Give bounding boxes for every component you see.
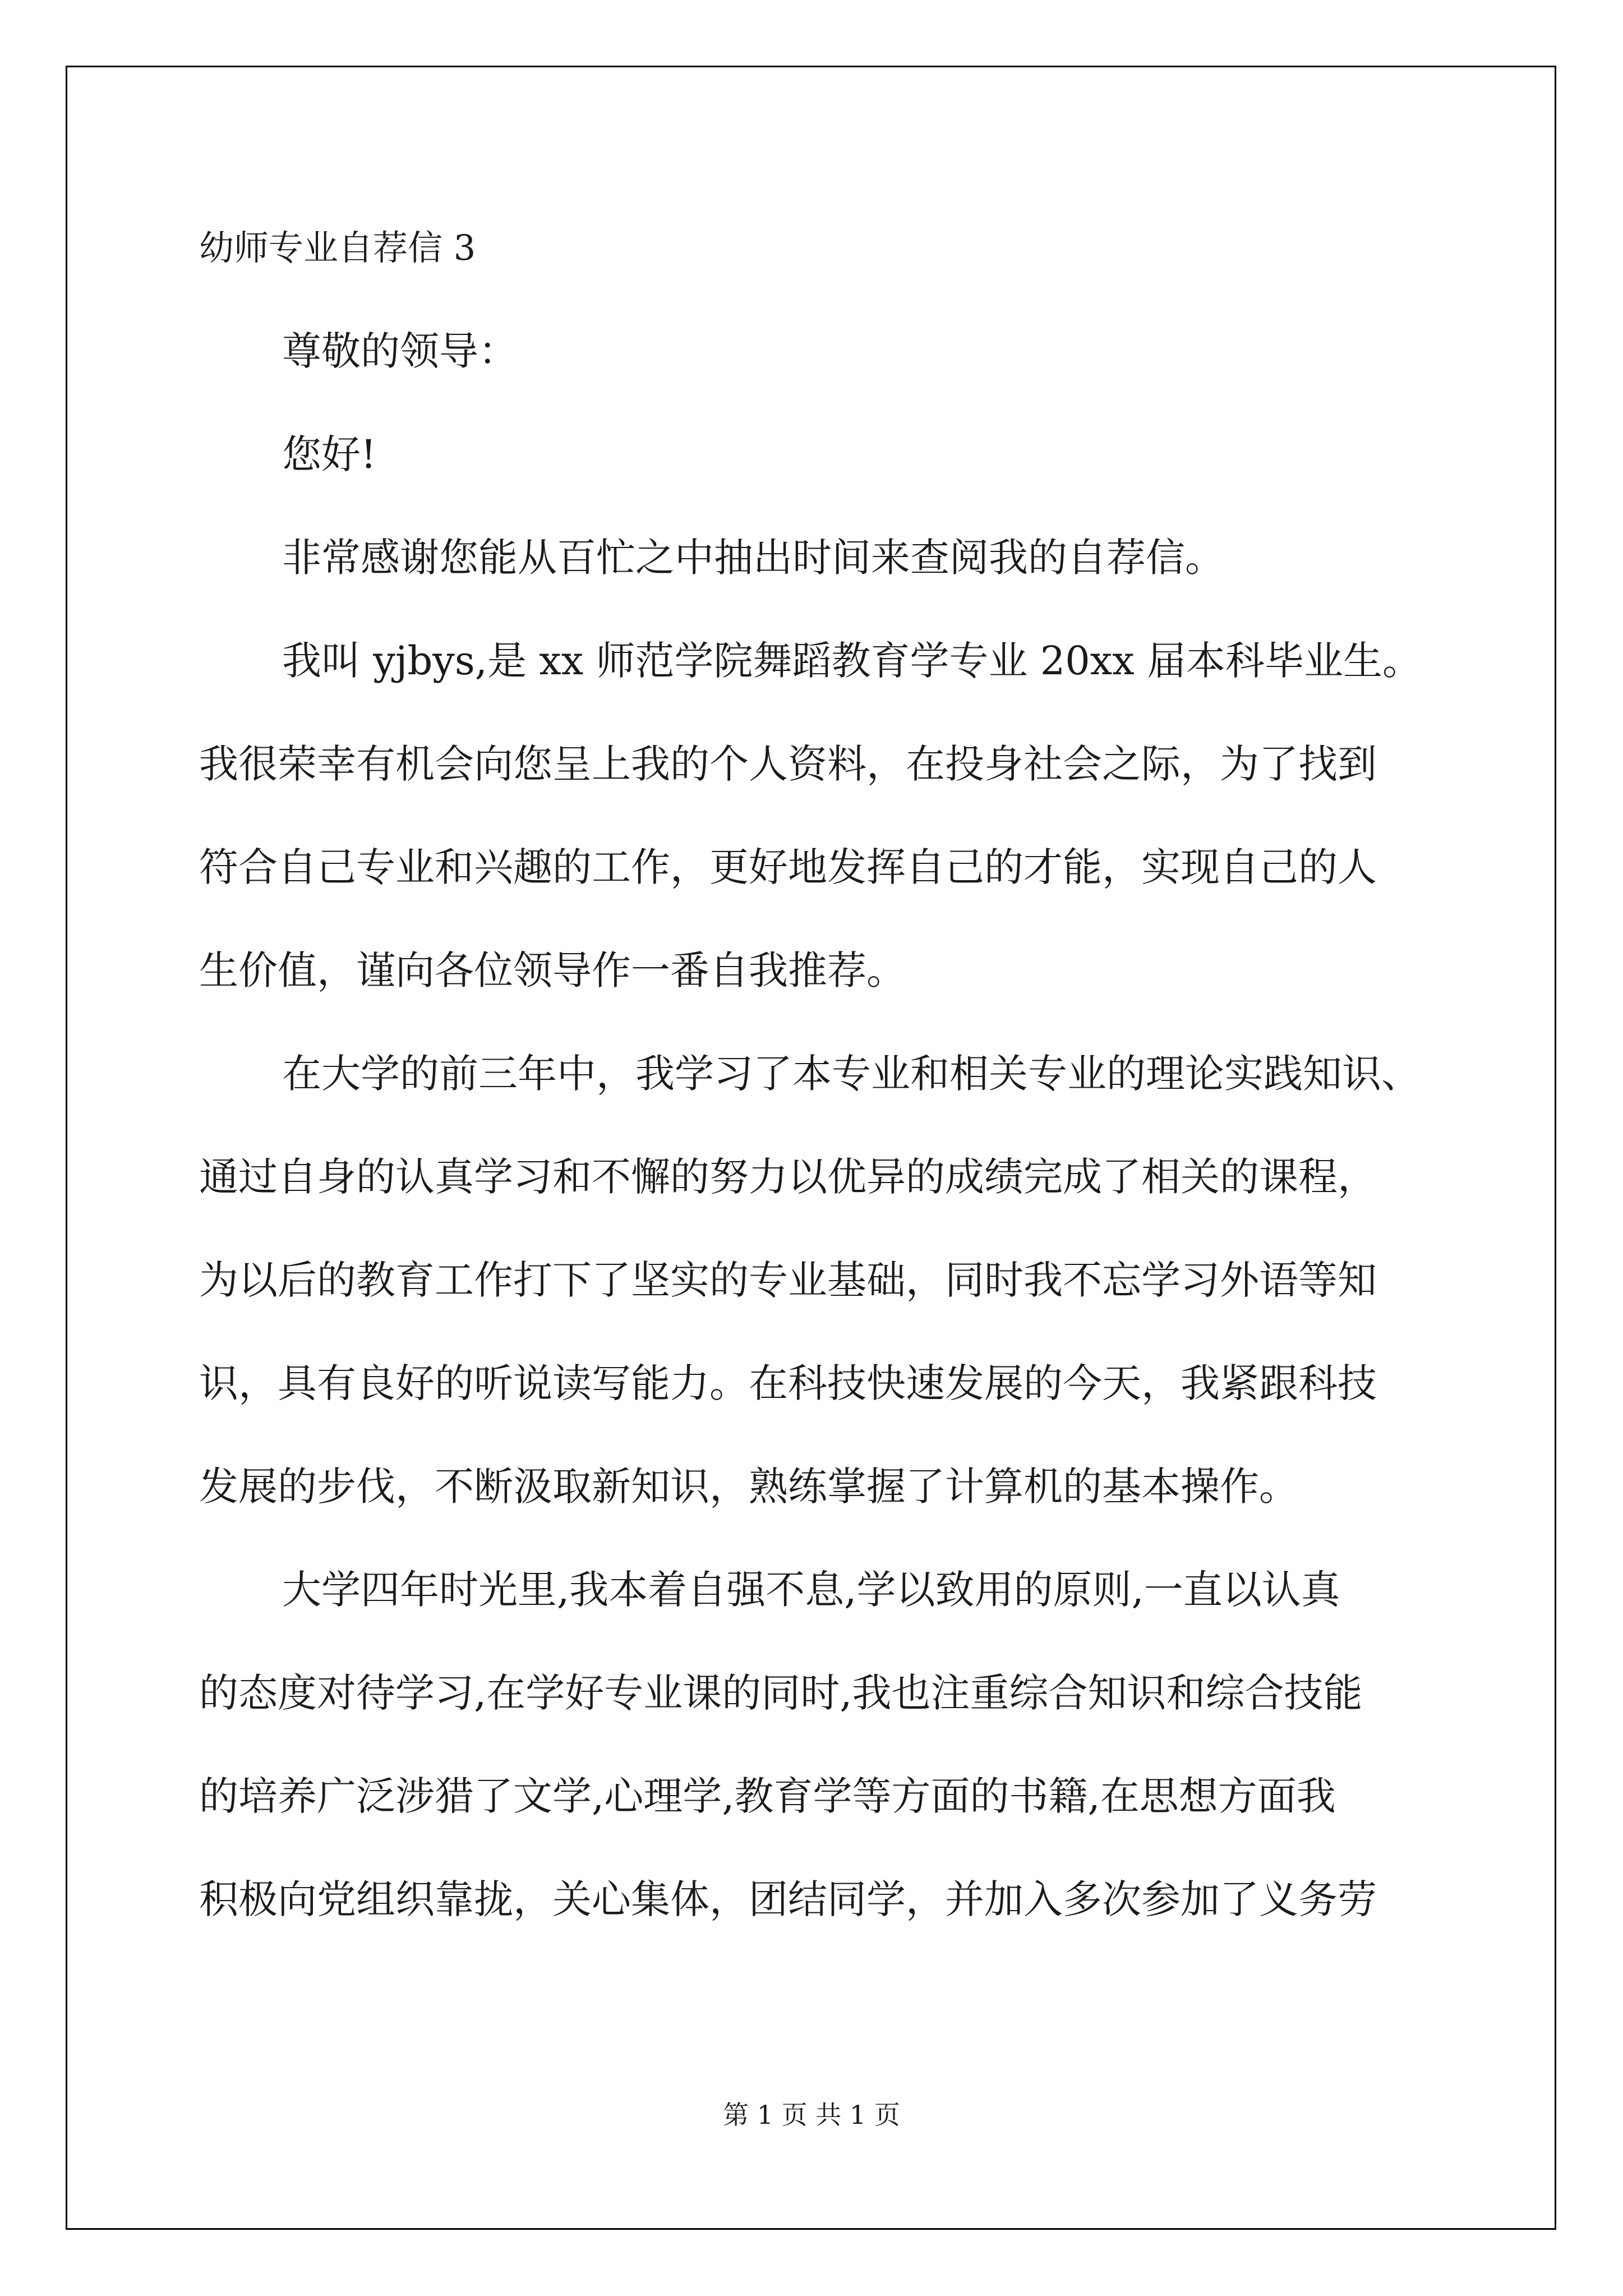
greeting: 您好!	[282, 431, 377, 477]
paragraph-line: 通过自身的认真学习和不懈的努力以优异的成绩完成了相关的课程，	[199, 1154, 1377, 1200]
paragraph-line: 积极向党组织靠拢，关心集体，团结同学，并加入多次参加了义务劳	[199, 1876, 1377, 1922]
paragraph-line: 我叫 yjbys,是 xx 师范学院舞蹈教育学专业 20xx 届本科毕业生。	[282, 638, 1422, 684]
document-body	[199, 223, 1433, 1925]
paragraph-line: 的态度对待学习,在学好专业课的同时,我也注重综合知识和综合技能	[199, 1670, 1363, 1716]
paragraph-2	[199, 636, 1433, 996]
paragraph-4	[199, 1565, 1433, 1925]
paragraph-1	[199, 532, 1433, 583]
paragraph-line: 生价值，谨向各位领导作一番自我推荐。	[199, 947, 906, 993]
paragraph-line: 大学四年时光里,我本着自强不息,学以致用的原则,一直以认真	[282, 1567, 1340, 1613]
page-number-footer: 第 1 页 共 1 页	[723, 2100, 900, 2130]
paragraph-line: 非常感谢您能从百忙之中抽出时间来查阅我的自荐信。	[282, 535, 1224, 581]
document-title: 幼师专业自荐信 3	[199, 227, 476, 268]
paragraph-line: 为以后的教育工作打下了坚实的专业基础，同时我不忘学习外语等知	[199, 1257, 1377, 1303]
salutation: 尊敬的领导：	[282, 328, 518, 374]
paragraph-line: 我很荣幸有机会向您呈上我的个人资料，在投身社会之际，为了找到	[199, 741, 1377, 787]
paragraph-line: 符合自己专业和兴趣的工作，更好地发挥自己的才能，实现自己的人	[199, 844, 1377, 890]
paragraph-line: 的培养广泛涉猎了文学,心理学,教育学等方面的书籍,在思想方面我	[199, 1773, 1336, 1819]
paragraph-line: 在大学的前三年中，我学习了本专业和相关专业的理论实践知识、	[282, 1051, 1421, 1097]
paragraph-3	[199, 1048, 1433, 1512]
paragraph-line: 识，具有良好的听说读写能力。在科技快速发展的今天，我紧跟科技	[199, 1360, 1377, 1406]
paragraph-line: 发展的步伐，不断汲取新知识，熟练掌握了计算机的基本操作。	[199, 1464, 1298, 1510]
